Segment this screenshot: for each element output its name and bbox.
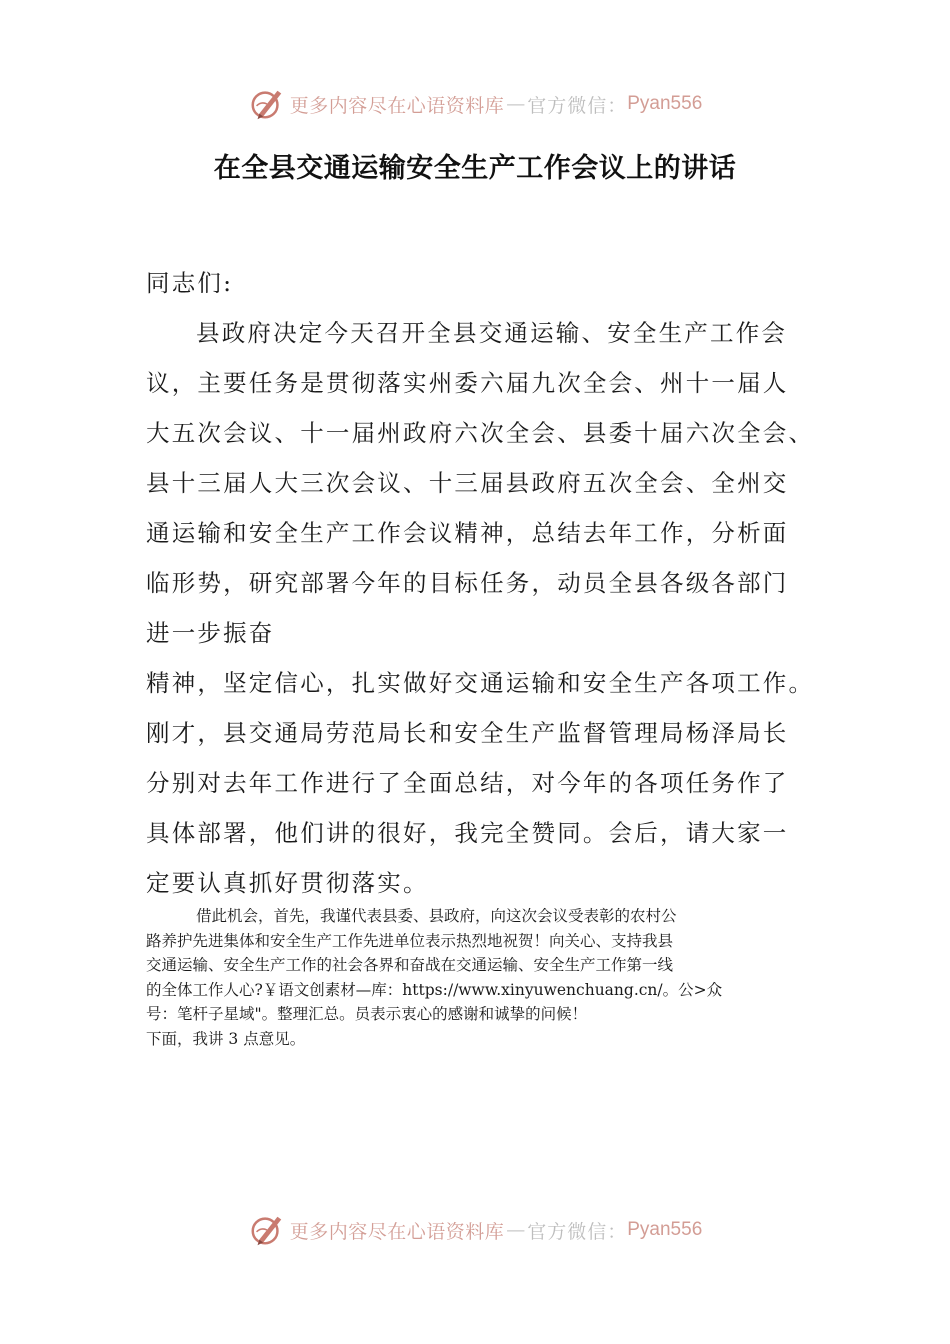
paragraph-line: 县政府决定今天召开全县交通运输、安全生产工作会 bbox=[196, 319, 788, 347]
document-body bbox=[146, 258, 815, 908]
paragraph-line: 借此机会，首先，我谨代表县委、县政府，向这次会议受表彰的农村公 bbox=[196, 907, 677, 925]
paragraph-line: 进一步振奋 bbox=[146, 619, 275, 647]
watermark-site-text: 更多内容尽在心语资料库 bbox=[289, 1220, 505, 1243]
paragraph-line: 议，主要任务是贯彻落实州委六届九次全会、州十一届人 bbox=[146, 369, 789, 397]
paragraph-line: 刚才，县交通局劳范局长和安全生产监督管理局杨泽局长 bbox=[146, 719, 789, 747]
paragraph-line: 定要认真抓好贯彻落实。 bbox=[146, 869, 429, 897]
footer-watermark bbox=[0, 1210, 950, 1250]
paragraph-line: 的全体工作人心?￥语文创素材—库：https://www.xinyuwenchuang.cn/。公>众 bbox=[146, 980, 723, 999]
paragraph-line: 交通运输、安全生产工作的社会各界和奋战在交通运输、安全生产工作第一线 bbox=[146, 956, 674, 975]
document-small-paragraph bbox=[146, 904, 796, 1052]
watermark-wechat-label: 官方微信： bbox=[527, 1220, 628, 1243]
watermark-dash: — bbox=[506, 1219, 526, 1241]
paragraph-line: 具体部署，他们讲的很好，我完全赞同。会后，请大家一 bbox=[146, 819, 789, 847]
paragraph-line: 大五次会议、十一届州政府六次全会、县委十届六次全会、 bbox=[146, 419, 815, 447]
paragraph-line: 分别对去年工作进行了全面总结，对今年的各项任务作了 bbox=[146, 769, 789, 797]
watermark-dash: — bbox=[506, 93, 526, 115]
header-watermark bbox=[0, 84, 950, 124]
paragraph-line: 下面，我讲 3 点意见。 bbox=[146, 1029, 306, 1048]
pen-in-circle-logo-icon bbox=[248, 1211, 286, 1249]
paragraph-line: 号：笔杆子星域"。整理汇总。员表示衷心的感谢和诚挚的问候！ bbox=[146, 1005, 588, 1024]
watermark-wechat-id: Pyan556 bbox=[627, 1219, 703, 1240]
salutation: 同志们: bbox=[146, 269, 234, 297]
paragraph-line: 县十三届人大三次会议、十三届县政府五次全会、全州交 bbox=[146, 469, 789, 497]
pen-in-circle-logo-icon bbox=[248, 85, 286, 123]
paragraph-line: 路养护先进集体和安全生产工作先进单位表示热烈地祝贺！向关心、支持我县 bbox=[146, 931, 674, 950]
paragraph-line: 通运输和安全生产工作会议精神，总结去年工作，分析面 bbox=[146, 519, 789, 547]
watermark-site-text: 更多内容尽在心语资料库 bbox=[289, 94, 505, 117]
paragraph-line: 精神，坚定信心，扎实做好交通运输和安全生产各项工作。 bbox=[146, 669, 815, 697]
watermark-wechat-id: Pyan556 bbox=[627, 93, 703, 114]
paragraph-line: 临形势，研究部署今年的目标任务，动员全县各级各部门 bbox=[146, 569, 789, 597]
watermark-wechat-label: 官方微信： bbox=[527, 94, 628, 117]
document-title: 在全县交通运输安全生产工作会议上的讲话 bbox=[213, 153, 737, 184]
